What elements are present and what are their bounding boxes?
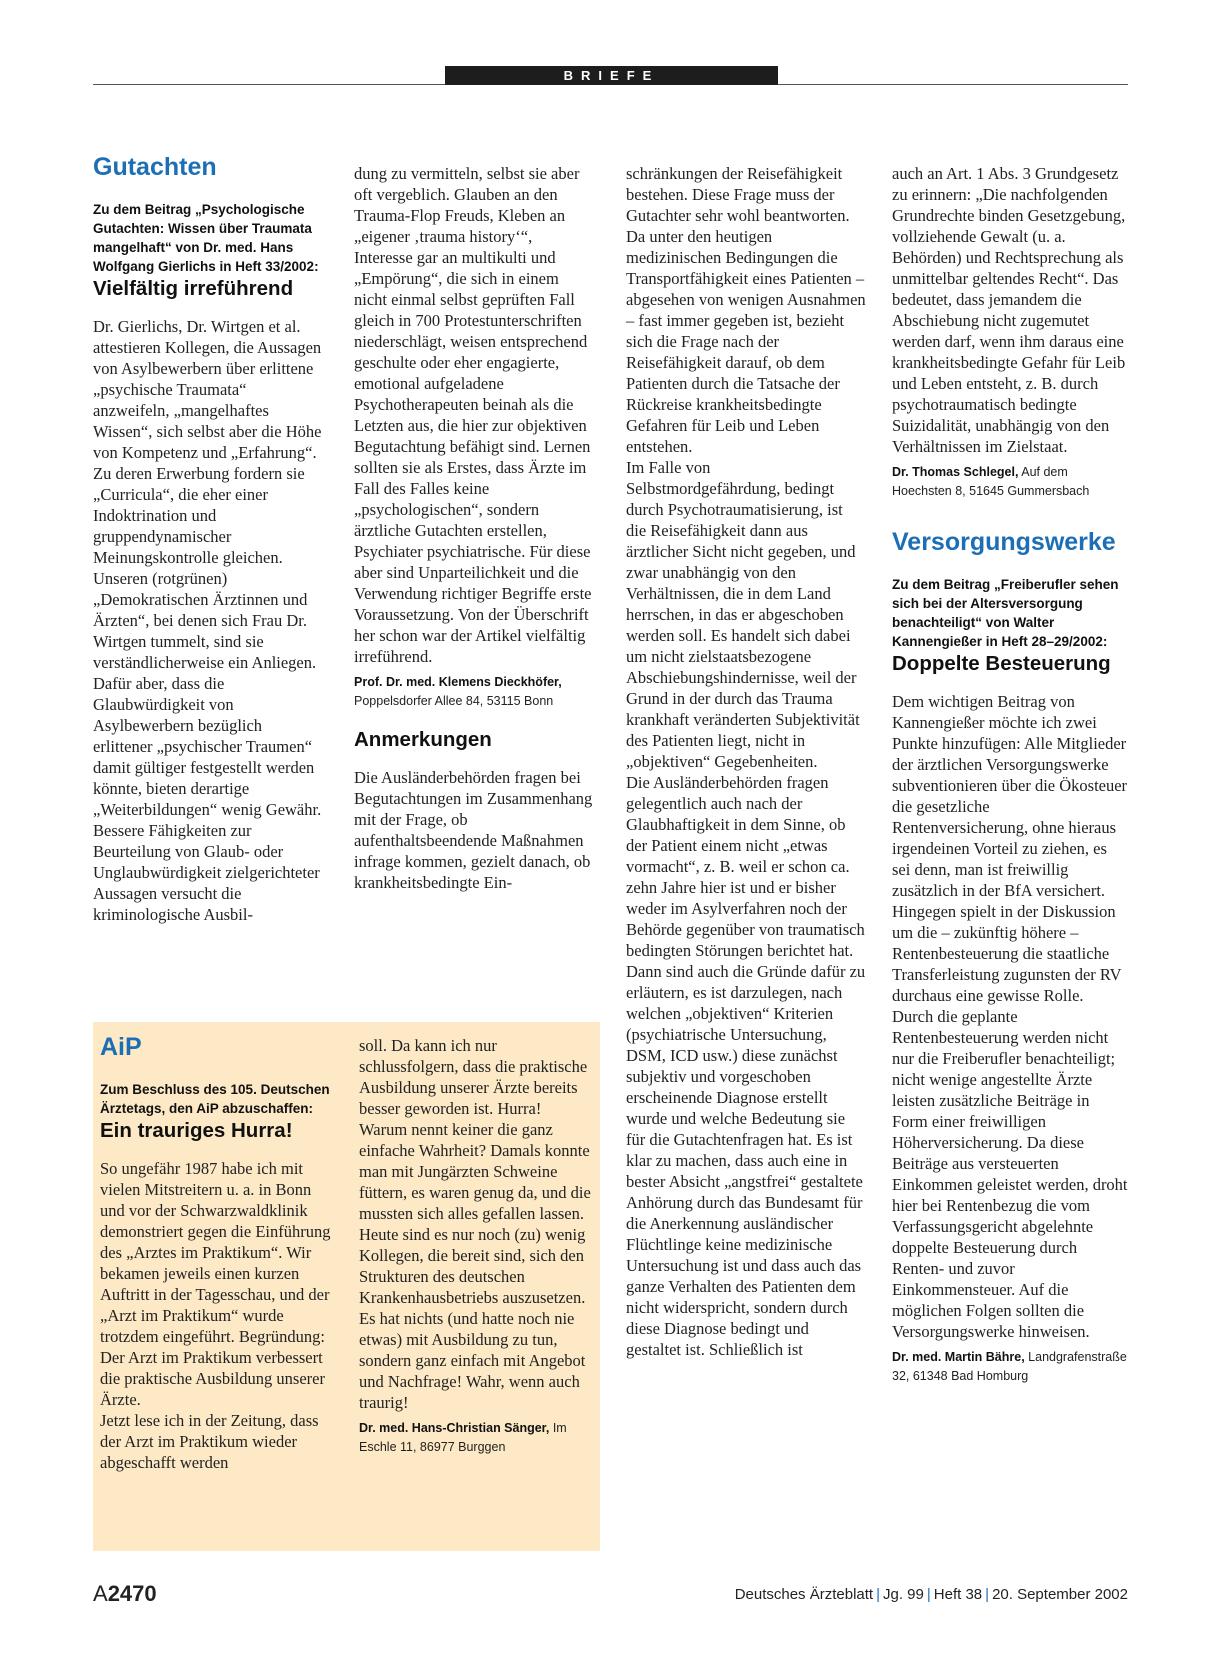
author-address: Poppelsdorfer Allee 84, 53115 Bonn: [354, 694, 554, 708]
author-name: Dr. Thomas Schlegel,: [892, 465, 1019, 479]
page-number: [93, 1581, 157, 1607]
letter-body: Die Ausländerbehörden fragen bei Begutachtungen im Zusammenhang mit der Frage, ob aufenthaltsbeendende Maßnahmen infrage kommen, gezielt danach, ob krankheitsbedingte Ein-: [354, 768, 593, 892]
section-header: BRIEFE: [445, 66, 778, 85]
letter-title-hurra: Ein trauriges Hurra!: [100, 1119, 293, 1142]
column-3: [626, 163, 866, 1360]
author-address: Auf dem Hoechsten 8, 51645 Gummersbach: [892, 465, 1090, 498]
letter-body: Jetzt lese ich in der Zeitung, dass der Arzt im Praktikum wieder abgeschafft werden: [100, 1411, 319, 1472]
letter-title-doppelte-besteuerung: Doppelte Besteuerung: [892, 652, 1111, 675]
signature: [892, 463, 1128, 501]
letter-body: So ungefähr 1987 habe ich mit vielen Mitstreitern u. a. in Bonn und vor der Schwarzwaldklinik demonstriert gegen die Einführung des „Arztes im Praktikum“. Wir bekamen jeweils einen kurzen Auftritt in der Tagesschau, und der „Arzt im Praktikum“ wurde trotzdem eingeführt. Begründung: Der Arzt im Praktikum verbessert die praktische Ausbildung unserer Ärzte.: [100, 1159, 331, 1409]
section-title-versorgungswerke: Versorgungswerke: [892, 528, 1116, 556]
page-number-value: 2470: [107, 1581, 157, 1606]
separator: |: [926, 1586, 931, 1603]
letter-body: Dem wichtigen Beitrag von Kannengießer möchte ich zwei Punkte hinzufügen: Alle Mitglieder der ärztlichen Versorgungswerke subventionieren über die Ökosteuer die gesetzliche Rentenversicherung, ohne hieraus irgendeinen Vorteil zu ziehen, es sei denn, man ist freiwillig zusätzlich in der BfA versichert. Hingegen spielt in der Diskussion um die – zukünftig höhere – Rentenbesteuerung die staatliche Transferleistung zugunsten der RV durchaus eine gewisse Rolle. Durch die geplante Rentenbesteuerung werden nicht nur die Freiberufler benachteiligt; nicht wenige angestellte Ärzte leisten zusätzliche Beiträge in Form einer freiwilligen Höherversicherung. Da diese Beiträge aus versteuerten Einkommen geleistet werden, droht hier bei Rentenbezug die vom Verfassungsgericht abgelehnte doppelte Besteuerung durch Renten- und zuvor Einkommensteuer. Auf die möglichen Folgen sollten die Versorgungswerke hinweisen.: [892, 692, 1128, 1341]
author-name: Dr. med. Martin Bähre,: [892, 1350, 1025, 1364]
intro-aip: Zum Beschluss des 105. Deutschen Ärztetags, den AiP abzuschaffen:: [100, 1082, 330, 1116]
signature: [359, 1419, 594, 1457]
section-title-aip: AiP: [100, 1033, 142, 1061]
letter-body: schränkungen der Reisefähigkeit bestehen. Diese Frage muss der Gutachter sehr wohl beantworten. Da unter den heutigen medizinischen Bedingungen die Transportfähigkeit eines Patienten – abgesehen von wenigen Ausnahmen – fast immer gegeben ist, bezieht sich die Frage nach der Reisefähigkeit darauf, ob dem Patienten durch die Tatsache der Rückreise krankheitsbedingte Gefahren für Leib und Leben entstehen.: [626, 164, 866, 456]
intro-gutachten: Zu dem Beitrag „Psychologische Gutachten: Wissen über Traumata mangelhaft“ von Dr. med. Hans Wolfgang Gierlichs in Heft 33/2002:: [93, 202, 319, 274]
journal-name: Deutsches Ärzteblatt: [734, 1586, 874, 1603]
journal-info: [735, 1586, 1128, 1603]
letter-body: Dr. Gierlichs, Dr. Wirtgen et al. attestieren Kollegen, die Aussagen von Asylbewerbern über erlittene „psychische Traumata“ anzweifeln, „mangelhaftes Wissen“, sich selbst aber die Höhe von Kompetenz und „Erfahrung“. Zu deren Erwerbung fordern sie „Curricula“, die eher einer Indoktrination und gruppendynamischer Meinungskontrolle gleichen. Unseren (rotgrünen) „Demokratischen Ärztinnen und Ärzten“, bei denen sich Frau Dr. Wirtgen tummelt, sind sie verständlicherweise ein Anliegen.: [93, 317, 322, 672]
letter-body: dung zu vermitteln, selbst sie aber oft vergeblich. Glauben an den Trauma-Flop Freuds, Kleben an „eigener ‚trauma history‘“, Interesse gar an multikulti und „Empörung“, die sich in einem nicht einmal selbst geprüften Fall gleich in 700 Protestunterschriften niederschlägt, weisen entsprechend geschulte oder eher engagierte, emotional aufgeladene Psychotherapeuten beinah als die Letzten aus, die hier zur objektiven Begutachtung befähigt sind. Lernen sollten sie als Erstes, dass Ärzte im Fall des Falles keine „psychologischen“, sondern ärztliche Gutachten erstellen, Psychiater psychiatrische. Für diese aber sind Unparteilichkeit und die Verwendung richtiger Begriffe erste Voraussetzung. Von der Überschrift her schon war der Artikel vielfältig irreführend.: [354, 164, 592, 666]
letter-body: Dafür aber, dass die Glaubwürdigkeit von Asylbewerbern bezüglich erlittener „psychischer Traumen“ damit gültiger festgestellt werden könnte, bieten derartige „Weiterbildungen“ wenig Gewähr. Bessere Fähigkeiten zur Beurteilung von Glaub- oder Unglaubwürdigkeit zielgerichteter Aussagen versucht die kriminologische Ausbil-: [93, 674, 322, 924]
signature: [892, 1348, 1128, 1386]
author-address: Im Eschle 11, 86977 Burggen: [359, 1421, 567, 1454]
letter-title-anmerkungen: Anmerkungen: [354, 728, 492, 751]
letter-title-vielfaeltig: Vielfältig irreführend: [93, 277, 294, 300]
page-prefix: A: [93, 1581, 108, 1606]
column-1: [93, 152, 323, 925]
author-address: Landgrafenstraße 32, 61348 Bad Homburg: [892, 1350, 1127, 1383]
aip-column-1: [100, 1032, 333, 1473]
letter-body: soll. Da kann ich nur schlussfolgern, dass die praktische Ausbildung unserer Ärzte bereits besser geworden ist. Hurra!: [359, 1036, 588, 1118]
column-4: [892, 163, 1128, 1386]
letter-body: Die Ausländerbehörden fragen gelegentlich auch nach der Glaubhaftigkeit in dem Sinne, ob der Patient einem nicht „etwas vormacht“, z. B. weil er schon ca. zehn Jahre hier ist und er bisher weder im Asylverfahren noch der Behörde gegenüber von traumatisch bedingten Störungen berichtet hat. Dann sind auch die Gründe dafür zu erläutern, es ist darzulegen, nach welchen „objektiven“ Kriterien (psychiatrische Untersuchung, DSM, ICD usw.) diese zunächst subjektiv und vorgeschoben erscheinende Diagnose erstellt wurde und welche Bedeutung sie für die Gutachtenfragen hat. Es ist klar zu machen, dass auch eine in bester Absicht „angstfrei“ gestaltete Anhörung durch das Bundesamt für die Anerkennung ausländischer Flüchtlinge keine medizinische Untersuchung ist und dass auch das ganze Verhalten des Patienten dem nicht widerspricht, sondern durch diese Diagnose bedingt und gestaltet ist. Schließlich ist: [626, 773, 866, 1359]
separator: |: [985, 1586, 990, 1603]
journal-date: 20. September 2002: [992, 1586, 1128, 1603]
journal-issue: Heft 38: [933, 1586, 983, 1603]
intro-versorgungswerke: Zu dem Beitrag „Freiberufler sehen sich bei der Altersversorgung benachteiligt“ von Walter Kannengießer in Heft 28–29/2002:: [892, 577, 1119, 649]
author-name: Dr. med. Hans-Christian Sänger,: [359, 1421, 550, 1435]
author-name: Prof. Dr. med. Klemens Dieckhöfer,: [354, 675, 562, 689]
section-title-gutachten: Gutachten: [93, 153, 217, 181]
signature: [354, 673, 594, 711]
letter-body: Im Falle von Selbstmordgefährdung, bedingt durch Psychotraumatisierung, ist die Reisefähigkeit dann aus ärztlicher Sicht nicht gegeben, und zwar unabhängig von den Verhältnissen, die in dem Land herrschen, in das er abgeschoben werden soll. Es handelt sich dabei um nicht zielstaatsbezogene Abschiebungshindernisse, weil der Grund in der durch das Trauma krankhaft veränderten Subjektivität des Patienten liegt, nicht in „objektiven“ Gegebenheiten.: [626, 458, 860, 771]
journal-volume: Jg. 99: [883, 1586, 924, 1603]
column-2: [354, 163, 594, 893]
separator: |: [876, 1586, 880, 1603]
letter-body: auch an Art. 1 Abs. 3 Grundgesetz zu erinnern: „Die nachfolgenden Grundrechte binden Gesetzgebung, vollziehende Gewalt (u. a. Behörden) und Rechtsprechung als unmittelbar geltendes Recht“. Das bedeutet, dass jemandem die Abschiebung nicht zugemutet werden darf, wenn ihm daraus eine krankheitsbedingte Gefahr für Leib und Leben entsteht, z. B. durch psychotraumatisch bedingte Suizidalität, unabhängig von den Verhältnissen im Zielstaat.: [892, 164, 1126, 456]
letter-body: Warum nennt keiner die ganz einfache Wahrheit? Damals konnte man mit Jungärzten Schweine füttern, es waren genug da, und die mussten sich alles gefallen lassen. Heute sind es nur noch (zu) wenig Kollegen, die bereit sind, sich den Strukturen des deutschen Krankenhausbetriebs auszusetzen. Es hat nichts (und hatte noch nie etwas) mit Ausbildung zu tun, sondern ganz einfach mit Angebot und Nachfrage! Wahr, wenn auch traurig!: [359, 1120, 591, 1412]
aip-column-2: [359, 1035, 594, 1457]
